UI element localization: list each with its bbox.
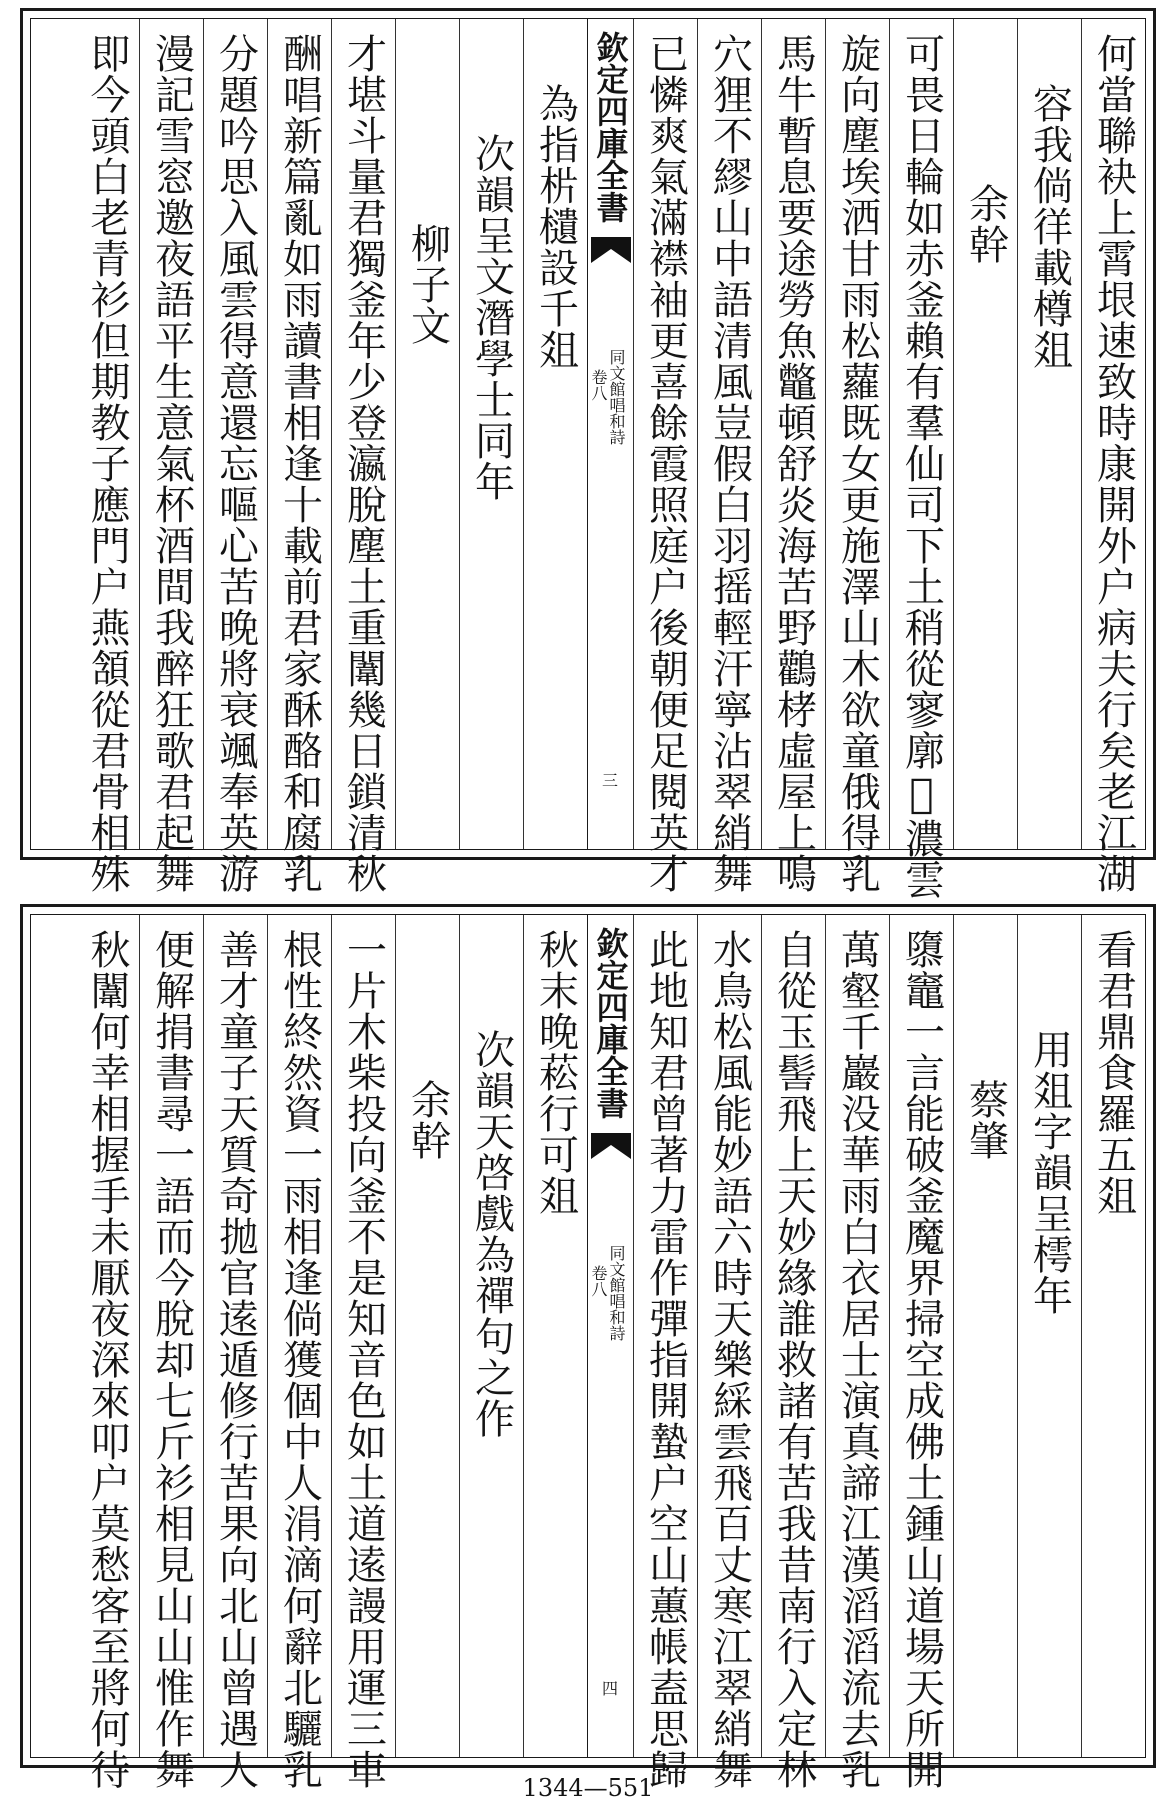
text-column (395, 19, 459, 849)
text-column (395, 915, 459, 1757)
column-text: 已憐爽氣滿襟袖更喜餘霞照庭户後朝便足閱英才 (642, 33, 689, 894)
text-column (633, 19, 697, 894)
text-column (75, 915, 139, 1790)
series-title: 欽定四庫全書 (591, 31, 630, 223)
text-column (953, 19, 1017, 849)
text-column (697, 19, 761, 894)
text-column (825, 19, 889, 894)
folio-number: 三 (602, 771, 619, 790)
column-text: 用爼字韻呈樗年 (1026, 1029, 1073, 1316)
column-text: 自從玉髻飛上天妙緣誰救諸有苦我昔南行入定林 (770, 929, 817, 1790)
column-text: 善才童子天質奇拋官逺遁修行苦果向北山曾遇人 (212, 929, 259, 1790)
page-reference-number: 1344—551 (522, 1774, 654, 1802)
book-title: 同文館唱和詩 (607, 1245, 626, 1341)
text-column (75, 19, 139, 894)
text-column (761, 915, 825, 1790)
text-column (1081, 19, 1145, 894)
text-column (761, 19, 825, 894)
column-text: 此地知君曾著力雷作彈指開蟄户空山蕙帳盍思歸 (642, 929, 689, 1790)
column-text: 漫記雪窓邀夜語平生意氣杯酒間我醉狂歌君起舞 (148, 33, 195, 894)
column-text: 馬牛暫息要途勞魚鼈頓舒炎海苦野鸛𣑥虛屋上鳴 (770, 33, 817, 894)
text-column (889, 915, 953, 1790)
folio-page-top (20, 8, 1156, 900)
text-column (459, 915, 523, 1757)
column-text: 根性終然資一雨相逢倘獲個中人涓滴何辭北驪乳 (276, 929, 323, 1790)
text-column (459, 19, 523, 849)
column-text: 才堪斗量君獨釜年少登瀛脫塵土重闈幾日鎖清秋 (340, 33, 387, 894)
text-column (1081, 915, 1145, 1757)
column-text: 看君鼎食羅五爼 (1090, 929, 1137, 1216)
column-text: 酬唱新篇亂如雨讀書相逢十載前君家酥酪和腐乳 (276, 33, 323, 894)
column-text: 一片木柴投向釜不是知音色如土道逺謾用運三車 (340, 929, 387, 1790)
column-text: 余幹 (404, 1079, 451, 1161)
text-column (139, 915, 203, 1790)
column-text: 次韻呈文潛學士同年 (468, 133, 515, 502)
text-column (139, 19, 203, 894)
text-column (523, 915, 587, 1757)
book-title: 同文館唱和詩 (607, 349, 626, 445)
column-text: 分題吟思入風雲得意還忘嘔心苦晚將衰颯奉英游 (212, 33, 259, 894)
text-column (825, 915, 889, 1790)
column-text: 水鳥松風能妙語六時天樂綵雲飛百丈寒江翠綃舞 (706, 929, 753, 1790)
column-text: 蔡肇 (962, 1079, 1009, 1161)
text-column (633, 915, 697, 1790)
fishtail-mark-icon (591, 1133, 631, 1161)
column-text: 秋末晚菘行可爼 (532, 929, 579, 1216)
column-text: 便解捐書尋一語而今脫却七斤衫相見山山惟作舞 (148, 929, 195, 1790)
juan-label: 卷八 (589, 369, 608, 401)
column-text: 萬壑千巖没華雨白衣居士演真諦江漢滔滔流去乳 (834, 929, 881, 1790)
text-column (267, 19, 331, 894)
juan-label: 卷八 (589, 1265, 608, 1297)
fishtail-mark-icon (591, 237, 631, 265)
center-gutter (587, 915, 633, 1757)
text-column (523, 19, 587, 849)
column-text: 隳竈一言能破釜魔界掃空成佛土鍾山道場天所開 (898, 929, 945, 1790)
text-column (331, 19, 395, 894)
series-title: 欽定四庫全書 (591, 927, 630, 1119)
text-column (1017, 915, 1081, 1757)
text-column (697, 915, 761, 1790)
text-column (331, 915, 395, 1790)
column-text: 秋闈何幸相握手未厭夜深來叩户莫愁客至將何待 (84, 929, 130, 1790)
center-gutter (587, 19, 633, 849)
column-text: 次韻天啓戲為禪句之作 (468, 1029, 515, 1439)
column-text: 容我倘徉載樽爼 (1026, 83, 1073, 370)
text-column (889, 19, 953, 900)
column-text: 旋向塵埃洒甘雨松蘿既女更施澤山木欲童俄得乳 (834, 33, 881, 894)
text-column (267, 915, 331, 1790)
column-text: 柳子文 (404, 223, 451, 346)
folio-number: 四 (602, 1679, 619, 1698)
column-text: 即今頭白老青衫但期教子應門户燕頷從君骨相殊 (84, 33, 130, 894)
text-column (203, 19, 267, 894)
text-block (30, 18, 1146, 900)
text-column (953, 915, 1017, 1757)
column-text: 余幹 (962, 183, 1009, 265)
column-text: 何當聯袂上霄垠速致時康開外户病夫行矣老江湖 (1090, 33, 1137, 894)
text-column (1017, 19, 1081, 849)
column-text: 為指㭊𣟧設千爼 (532, 83, 579, 370)
text-column (203, 915, 267, 1790)
column-text: 可畏日輪如赤釜賴有羣仙司下土稍從寥廓𣻳濃雲 (898, 33, 945, 900)
column-text: 穴狸不繆山中語清風豈假白羽摇輕汗寧沾翠綃舞 (706, 33, 753, 894)
